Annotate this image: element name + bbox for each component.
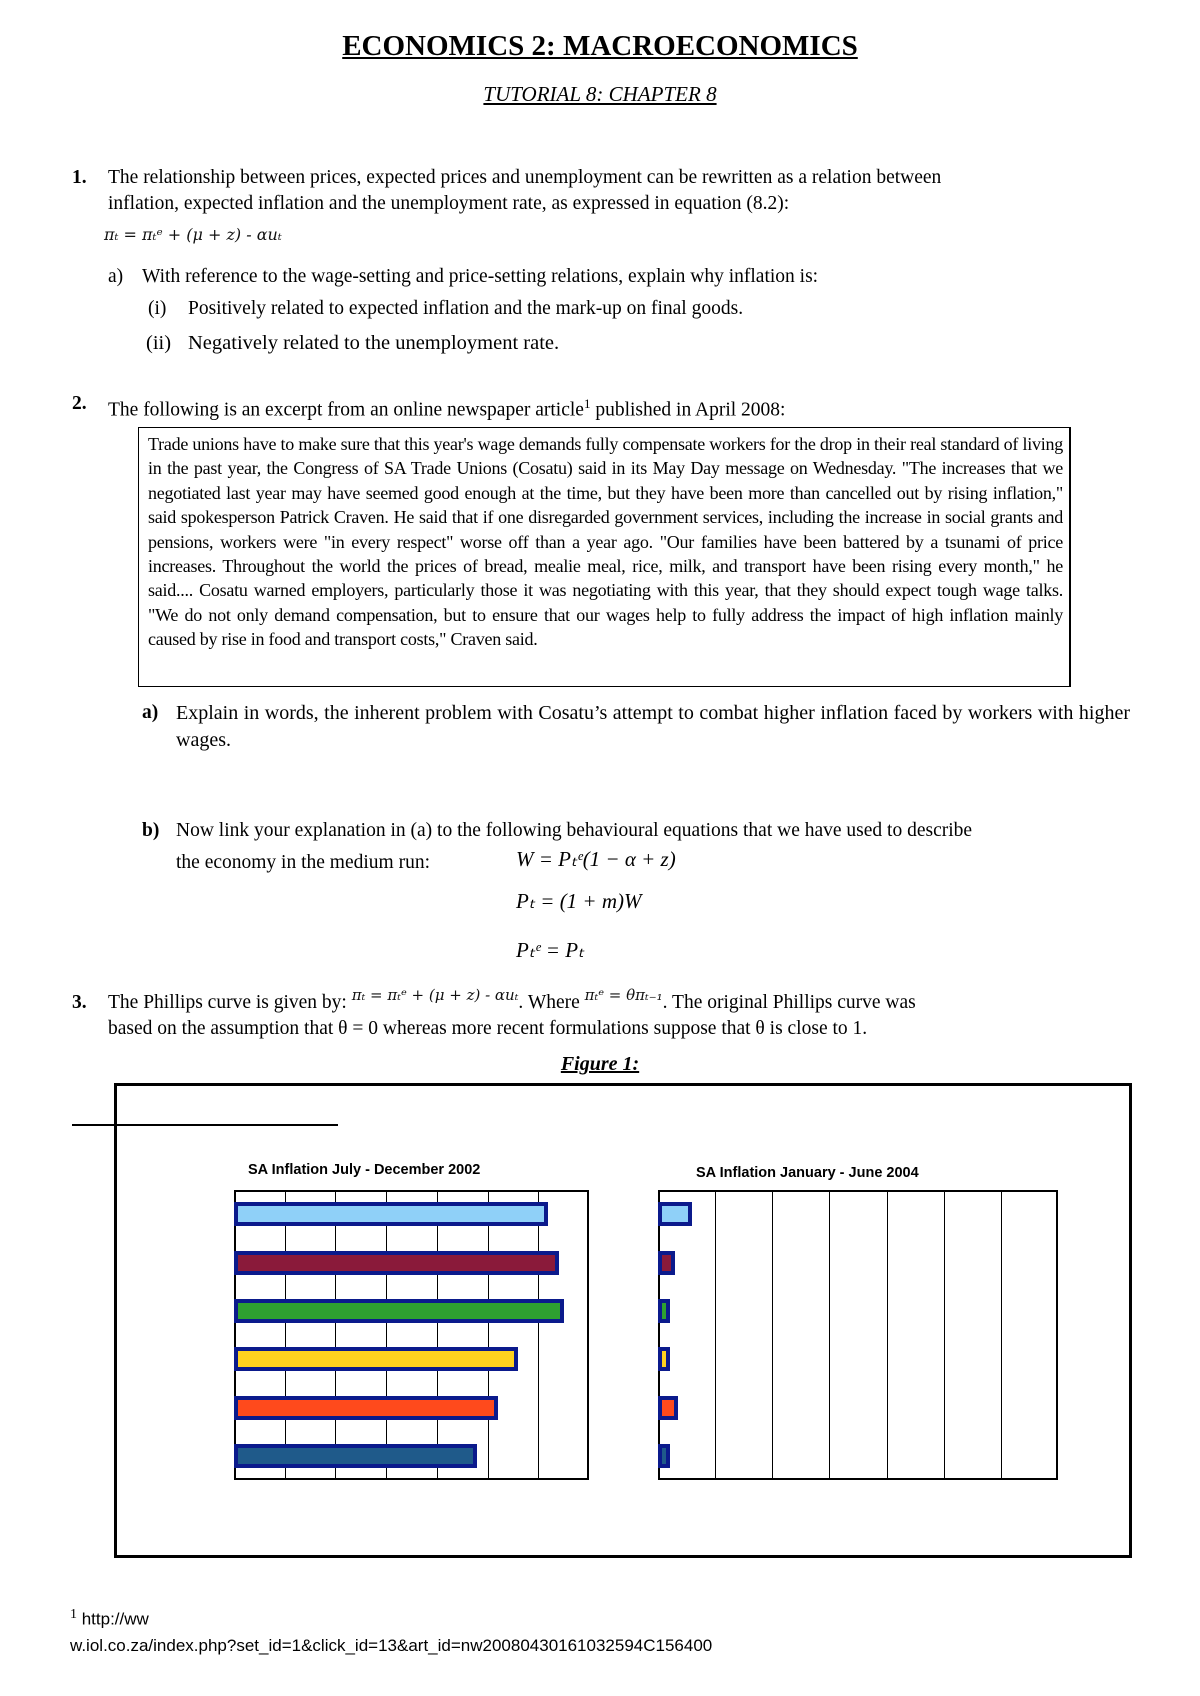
- question-3-post: . The original Phillips curve was: [662, 992, 916, 1013]
- footnote-url-part-2[interactable]: w.iol.co.za/index.php?set_id=1&click_id=13&art_id=nw20080430161032594C156400: [70, 1635, 713, 1655]
- question-2a-text: Explain in words, the inherent problem with Cosatu’s attempt to combat higher inflation faced by workers with higher wages.: [176, 702, 1130, 751]
- divider-line: [72, 1124, 338, 1126]
- question-1a-i-text: Positively related to expected inflation and the mark-up on final goods.: [188, 298, 744, 319]
- wage-setting-equation: W = Pₜᵉ(1 − α + z): [516, 847, 676, 871]
- question-3-where: . Where: [518, 992, 580, 1013]
- equation-8-2: πₜ = πₜᵉ + (μ + z) - αuₜ: [104, 225, 282, 244]
- question-3-line-1: [108, 986, 1188, 1016]
- chart-1-bar: [234, 1202, 548, 1226]
- footnote: [70, 1602, 712, 1659]
- chart-1-frame: [234, 1190, 589, 1480]
- question-2-intro-end: published in April 2008:: [590, 399, 786, 421]
- chart-2-gridline: [1001, 1190, 1002, 1480]
- question-2-intro-text: The following is an excerpt from an online newspaper article: [108, 399, 584, 421]
- figure-label: [0, 1053, 1200, 1076]
- question-3-number: 3.: [72, 992, 87, 1013]
- question-1a-ii-label: (ii): [146, 332, 172, 354]
- question-2b-line-1: Now link your explanation in (a) to the following behavioural equations that we have used to describe: [176, 820, 973, 841]
- footnote-reference[interactable]: 1: [583, 396, 591, 411]
- question-2-intro: [108, 391, 1168, 424]
- chart-2-bar: [658, 1202, 692, 1226]
- chart-2-gridline: [887, 1190, 888, 1480]
- chart-2-gridline: [829, 1190, 830, 1480]
- chart-1-plot: [234, 1190, 589, 1480]
- question-1-line-1: The relationship between prices, expected prices and unemployment can be rewritten as a relation between: [108, 167, 942, 188]
- page-subtitle: TUTORIAL 8: CHAPTER 8: [483, 82, 717, 106]
- chart-1-bar: [234, 1299, 564, 1323]
- question-1-line-2: inflation, expected inflation and the unemployment rate, as expressed in equation (8.2):: [108, 193, 790, 214]
- footnote-mark: 1: [70, 1607, 77, 1622]
- chart-1-gridline: [285, 1190, 286, 1480]
- chart-2-gridline: [772, 1190, 773, 1480]
- chart-2-title: SA Inflation January - June 2004: [696, 1165, 919, 1181]
- chart-1-bar: [234, 1347, 518, 1371]
- question-3-pre: The Phillips curve is given by:: [108, 992, 347, 1013]
- figure-label-text: Figure 1:: [560, 1053, 640, 1075]
- question-2a-label: a): [142, 702, 159, 723]
- chart-1-gridline: [335, 1190, 336, 1480]
- chart-1-gridline: [386, 1190, 387, 1480]
- chart-1-title: SA Inflation July - December 2002: [248, 1162, 481, 1178]
- question-2b-line-2: the economy in the medium run:: [176, 852, 430, 873]
- chart-2-bar: [658, 1444, 670, 1468]
- phillips-curve-equation: πₜ = πₜᵉ + (μ + z) - αuₜ: [351, 986, 519, 1004]
- chart-2-gridline: [715, 1190, 716, 1480]
- expected-inflation-equation: πₜᵉ = θπₜ₋₁: [584, 986, 663, 1004]
- chart-1-gridline: [538, 1190, 539, 1480]
- chart-1-bar: [234, 1444, 477, 1468]
- question-1a-label: a): [108, 266, 124, 287]
- chart-2-bar: [658, 1347, 670, 1371]
- question-2b-label: b): [142, 820, 160, 841]
- chart-1-gridline: [488, 1190, 489, 1480]
- footnote-line-1: [70, 1602, 712, 1633]
- question-3-line-2: based on the assumption that θ = 0 whereas more recent formulations suppose that θ is close to 1.: [108, 1018, 868, 1039]
- chart-2-bar: [658, 1396, 678, 1420]
- question-1a-i-label: (i): [148, 298, 167, 319]
- question-1a-ii-text: Negatively related to the unemployment rate.: [188, 332, 560, 354]
- newspaper-excerpt: Trade unions have to make sure that this year's wage demands fully compensate workers for the drop in their real standard of living in the past year, the Congress of SA Trade Unions (Cosatu) said in its May Day message on Wednesday. "The increases that we negotiated last year may have seemed good enough at the time, but they have been more than cancelled out by rising inflation," said spokesperson Patrick Craven. He said that if one disregarded government services, including the increase in social grants and pensions, workers were "in every respect" worse off than a year ago. "Our families have been battered by a tsunami of price increases. Throughout the world the prices of bread, mealie meal, rice, milk, and transport have been rising every month," he said.... Cosatu warned employers, particularly those it was negotiating with this year, that they should expect tough wage talks. "We do not only demand compensation, but to ensure that our wages help to fully address the impact of high inflation mainly caused by rise in food and transport costs," Craven said.: [148, 434, 1063, 650]
- page-title: ECONOMICS 2: MACROECONOMICS: [342, 30, 858, 62]
- chart-2-gridline: [944, 1190, 945, 1480]
- question-1-number: 1.: [72, 167, 87, 188]
- expectations-equation: Pₜᵉ = Pₜ: [516, 938, 585, 962]
- chart-2-frame: [658, 1190, 1058, 1480]
- price-setting-equation: Pₜ = (1 + m)W: [516, 889, 642, 913]
- question-2-number: 2.: [72, 393, 87, 414]
- chart-1-bar: [234, 1251, 559, 1275]
- question-1a-text: With reference to the wage-setting and price-setting relations, explain why inflation is:: [142, 266, 819, 287]
- chart-1-gridline: [437, 1190, 438, 1480]
- chart-2-plot: [658, 1190, 1058, 1480]
- footnote-url-part-1[interactable]: http://ww: [77, 1609, 149, 1629]
- chart-1-bar: [234, 1396, 498, 1420]
- chart-2-bar: [658, 1251, 675, 1275]
- chart-2-bar: [658, 1299, 670, 1323]
